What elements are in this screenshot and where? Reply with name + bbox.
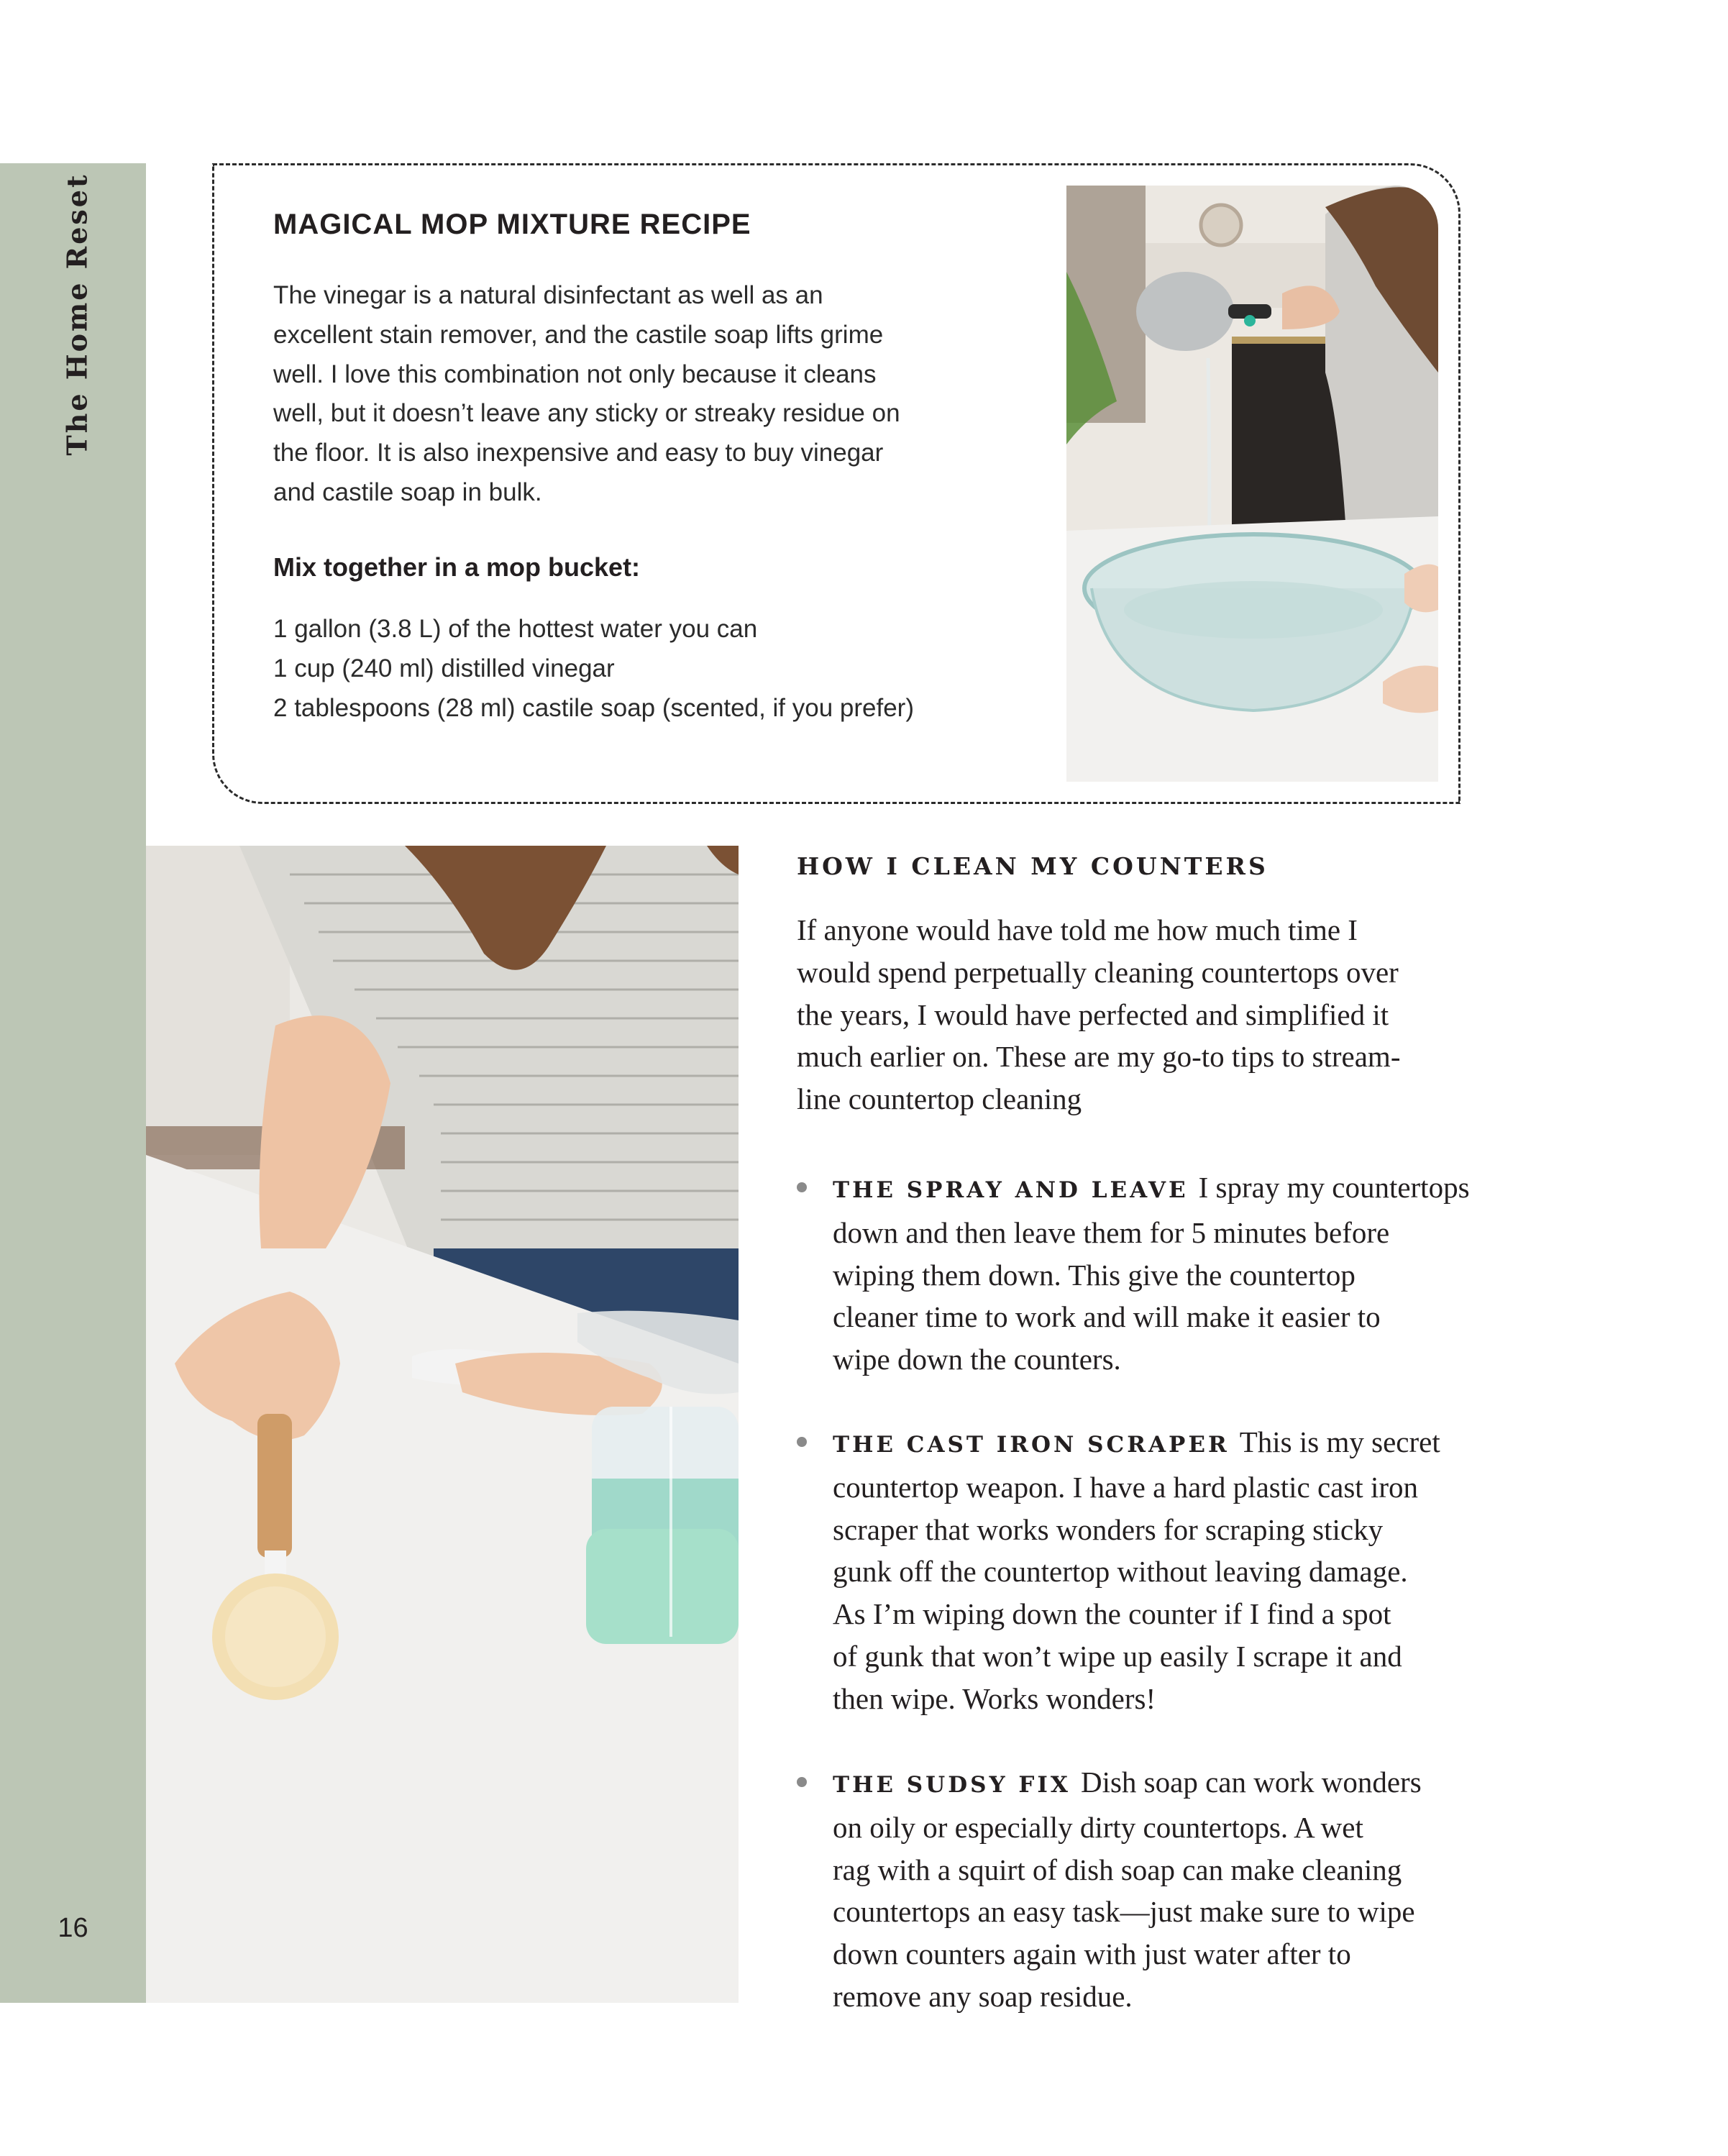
- recipe-heading: MAGICAL MOP MIXTURE RECIPE: [273, 209, 751, 240]
- section-heading: HOW I CLEAN MY COUNTERS: [797, 852, 1268, 880]
- ingredient-item: 1 cup (240 ml) distilled vinegar: [273, 654, 615, 682]
- photo-scrubbing-counter: [146, 846, 739, 2003]
- intro-line: much earlier on. These are my go-to tips to stream-: [797, 1040, 1401, 1074]
- photo-scrubbing-illustration: [146, 846, 739, 2003]
- section-intro: [797, 909, 1501, 1120]
- photo-pouring-illustration: [1066, 186, 1438, 782]
- ingredient-item: 2 tablespoons (28 ml) castile soap (scented, if you prefer): [273, 693, 914, 722]
- ingredient-list: [273, 610, 914, 728]
- intro-line: If anyone would have told me how much time I: [797, 913, 1358, 946]
- tip-line: gunk off the countertop without leaving damage.: [833, 1555, 1408, 1589]
- recipe-body-line: and castile soap in bulk.: [273, 478, 542, 506]
- intro-line: the years, I would have perfected and simplified it: [797, 997, 1389, 1031]
- ingredient-item: 1 gallon (3.8 L) of the hottest water you can: [273, 615, 758, 643]
- tip-line: of gunk that won’t wipe up easily I scrape it and: [833, 1639, 1402, 1673]
- tip-line: countertop weapon. I have a hard plastic cast iron: [833, 1470, 1418, 1504]
- bullet-icon: [797, 1437, 807, 1447]
- tip-label: THE CAST IRON SCRAPER: [833, 1432, 1230, 1458]
- tip-line: This is my secret: [1239, 1425, 1440, 1458]
- tip-sudsy-fix: [797, 1761, 1509, 2018]
- tip-line: wipe down the counters.: [833, 1343, 1121, 1376]
- tip-label: THE SUDSY FIX: [833, 1772, 1071, 1798]
- page-number: 16: [58, 1913, 88, 1943]
- running-title: The Home Reset: [60, 173, 93, 456]
- tip-line: scraper that works wonders for scraping sticky: [833, 1512, 1384, 1546]
- intro-line: line countertop cleaning: [797, 1082, 1082, 1116]
- tip-line: As I’m wiping down the counter if I find a spot: [833, 1597, 1391, 1631]
- recipe-subheading: Mix together in a mop bucket:: [273, 552, 641, 582]
- tip-line: I spray my countertops: [1198, 1171, 1470, 1204]
- recipe-body-line: the floor. It is also inexpensive and easy to buy vinegar: [273, 439, 884, 467]
- recipe-body-line: well, but it doesn’t leave any sticky or streaky residue on: [273, 399, 900, 428]
- tip-line: then wipe. Works wonders!: [833, 1681, 1156, 1715]
- tip-spray-and-leave: [797, 1166, 1509, 1381]
- tip-line: remove any soap residue.: [833, 1979, 1133, 2013]
- recipe-body-line: excellent stain remover, and the castile soap lifts grime: [273, 320, 884, 349]
- recipe-description: [273, 276, 1036, 513]
- tip-line: down and then leave them for 5 minutes before: [833, 1215, 1390, 1249]
- tip-line: on oily or especially dirty countertops. A wet: [833, 1810, 1363, 1844]
- intro-line: would spend perpetually cleaning countertops over: [797, 955, 1399, 989]
- tip-line: down counters again with just water after to: [833, 1937, 1351, 1971]
- bullet-icon: [797, 1182, 807, 1192]
- recipe-body-line: The vinegar is a natural disinfectant as well as an: [273, 281, 823, 309]
- tip-label: THE SPRAY AND LEAVE: [833, 1177, 1189, 1203]
- tip-line: countertops an easy task—just make sure to wipe: [833, 1895, 1415, 1929]
- tip-line: cleaner time to work and will make it easier to: [833, 1300, 1381, 1334]
- photo-pouring-vinegar: [1066, 186, 1438, 782]
- tip-line: Dish soap can work wonders: [1080, 1766, 1422, 1799]
- bullet-icon: [797, 1777, 807, 1787]
- tip-line: rag with a squirt of dish soap can make cleaning: [833, 1853, 1402, 1886]
- recipe-body-line: well. I love this combination not only because it cleans: [273, 360, 877, 388]
- tip-line: wiping them down. This give the countertop: [833, 1258, 1356, 1292]
- tip-cast-iron-scraper: [797, 1421, 1509, 1720]
